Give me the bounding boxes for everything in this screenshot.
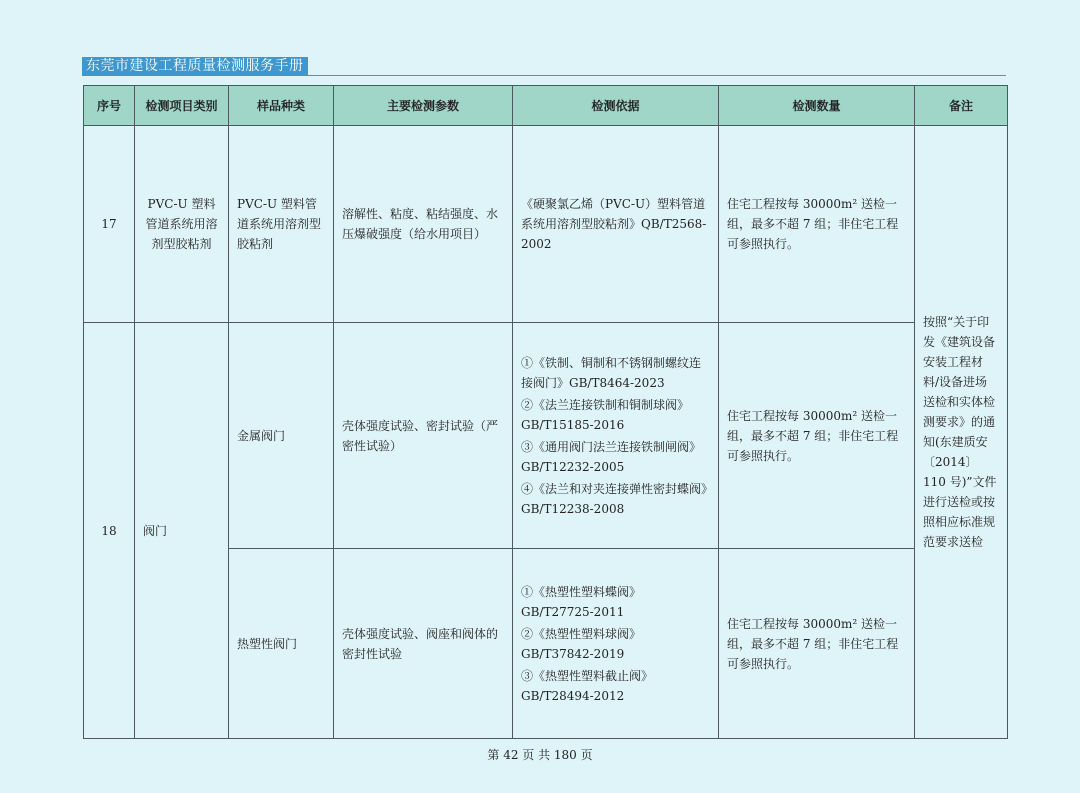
sample-type: PVC-U 塑料管道系统用溶剂型胶粘剂: [229, 126, 334, 323]
test-params: 溶解性、粘度、粘结强度、水压爆破强度（给水用项目）: [334, 126, 513, 323]
test-basis: 《硬聚氯乙烯（PVC-U）塑料管道系统用溶剂型胶粘剂》QB/T2568-2002: [513, 126, 719, 323]
col-header-remarks: 备注: [915, 86, 1008, 126]
col-header-no: 序号: [84, 86, 135, 126]
inspection-table: [83, 85, 1008, 739]
test-basis: [513, 549, 719, 739]
standard-item: ③《通用阀门法兰连接铁制闸阀》GB/T12232-2005: [521, 439, 702, 474]
table-header-row: [84, 86, 1008, 126]
col-header-sample: 样品种类: [229, 86, 334, 126]
col-header-quantity: 检测数量: [719, 86, 915, 126]
manual-title: 东莞市建设工程质量检测服务手册: [82, 57, 308, 75]
test-params: 壳体强度试验、密封试验（严密性试验）: [334, 323, 513, 549]
test-params: 壳体强度试验、阀座和阀体的密封性试验: [334, 549, 513, 739]
inspection-category: PVC-U 塑料管道系统用溶剂型胶粘剂: [135, 126, 229, 323]
standard-item: ①《铁制、铜制和不锈钢制螺纹连接阀门》GB/T8464-2023: [521, 355, 702, 390]
col-header-basis: 检测依据: [513, 86, 719, 126]
sample-type: 热塑性阀门: [229, 549, 334, 739]
sample-type: 金属阀门: [229, 323, 334, 549]
row-number: 17: [84, 126, 135, 323]
standard-item: ①《热塑性塑料蝶阀》GB/T27725-2011: [521, 584, 642, 619]
standard-item: ②《热塑性塑料球阀》GB/T37842-2019: [521, 626, 642, 661]
test-quantity: 住宅工程按每 30000m² 送检一组，最多不超 7 组；非住宅工程可参照执行。: [719, 323, 915, 549]
remarks-cell: 按照“关于印发《建筑设备安装工程材料/设备进场送检和实体检测要求》的通知(东建质安〔2014〕110 号)”文件进行送检或按照相应标准规范要求送检: [915, 126, 1008, 739]
row-number: 18: [84, 323, 135, 739]
standard-item: ③《热塑性塑料截止阀》GB/T28494-2012: [521, 668, 654, 703]
table-row: [84, 323, 1008, 549]
table-row: [84, 126, 1008, 323]
test-quantity: 住宅工程按每 30000m² 送检一组，最多不超 7 组；非住宅工程可参照执行。: [719, 549, 915, 739]
inspection-category: 阀门: [135, 323, 229, 739]
header-rule: [82, 75, 1006, 76]
test-basis: [513, 323, 719, 549]
standard-item: ④《法兰和对夹连接弹性密封蝶阀》GB/T12238-2008: [521, 481, 708, 516]
standard-item: ②《法兰连接铁制和铜制球阀》GB/T15185-2016: [521, 397, 690, 432]
page-number: 第 42 页 共 180 页: [487, 748, 593, 762]
test-quantity: 住宅工程按每 30000m² 送检一组，最多不超 7 组；非住宅工程可参照执行。: [719, 126, 915, 323]
col-header-params: 主要检测参数: [334, 86, 513, 126]
col-header-category: 检测项目类别: [135, 86, 229, 126]
